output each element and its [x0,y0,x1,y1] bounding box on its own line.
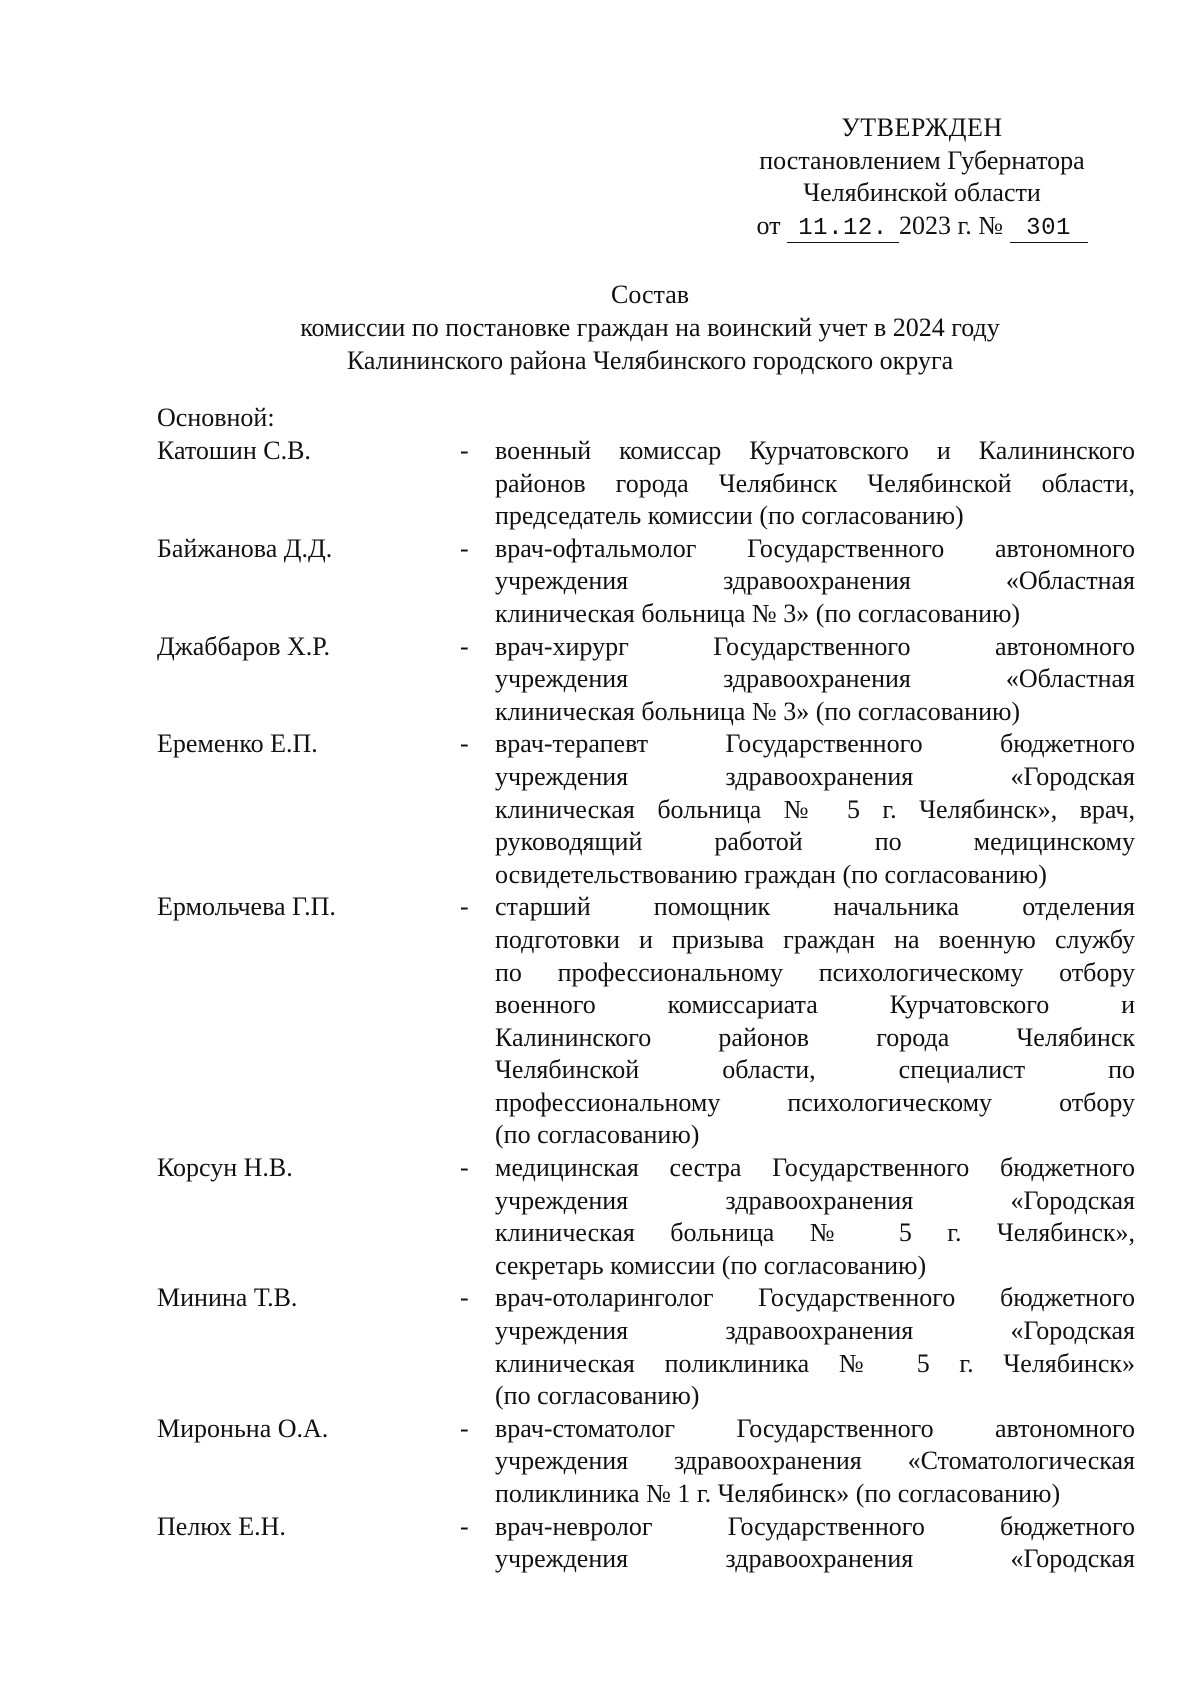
member-row [157,533,1137,631]
member-name: Байжанова Д.Д. [157,533,333,563]
approval-block [722,112,1122,243]
member-role-line: учреждения здравоохранения «Городская [495,1185,1135,1215]
member-dash: - [460,436,469,465]
member-role-line: председатель комиссии (по согласованию) [495,501,964,531]
member-role [495,1413,1135,1511]
member-dash: - [460,533,469,563]
approval-title: УТВЕРЖДЕН [841,113,1003,142]
member-role-line: по профессиональному психологическому отбору [495,957,1135,987]
member-dash: - [460,631,469,661]
member-role-line: учреждения здравоохранения «Областная [495,664,1135,694]
member-name: Еременко Е.П. [157,729,318,759]
member-role-line: врач-стоматолог Государственного автономного [495,1413,1135,1443]
member-role [495,533,1135,631]
member-role-line: учреждения здравоохранения «Городская [495,1316,1135,1346]
member-role-line: подготовки и призыва граждан на военную службу [495,924,1135,954]
section-label: Основной: [157,403,275,432]
member-role [495,1282,1135,1412]
member-role-line: секретарь комиссии (по согласованию) [495,1250,927,1280]
year-text: 2023 г. № [898,210,1004,240]
member-dash: - [460,1413,469,1443]
member-role-line: врач-терапевт Государственного бюджетного [495,729,1135,759]
member-role-line: учреждения здравоохранения «Стоматологическая [495,1446,1135,1476]
member-role [495,1511,1135,1576]
member-role [495,631,1135,729]
member-role-line: врач-невролог Государственного бюджетного [495,1511,1135,1541]
member-dash: - [460,729,469,759]
member-role-line: клиническая больница № 3» (по согласованию) [495,598,1021,628]
decree-number: 301 [1010,216,1088,243]
member-role [495,1152,1135,1282]
member-row [157,728,1137,891]
member-name: Мироньна О.А. [157,1413,329,1443]
member-name: Джаббаров Х.Р. [157,631,330,661]
member-row [157,1152,1137,1282]
member-name: Корсун Н.В. [157,1153,293,1183]
heading-line-3: Калининского района Челябинского городского округа [346,346,954,375]
member-row [157,1511,1137,1576]
document-heading [150,278,1150,377]
member-row [157,1282,1137,1412]
member-role-line: учреждения здравоохранения «Городская [495,1544,1135,1574]
member-role [495,728,1135,891]
member-role-line: врач-хирург Государственного автономного [495,631,1135,661]
member-role [495,891,1135,1152]
member-role-line: клиническая больница № 5 г. Челябинск», [495,1218,1135,1248]
approval-line-1: постановлением Губернатора [759,145,1085,175]
member-role-line: поликлиника № 1 г. Челябинск» (по согласованию) [495,1479,1061,1508]
heading-line-2: комиссии по постановке граждан на воинский учет в 2024 году [300,313,1000,342]
member-role-line: руководящий работой по медицинскому [495,827,1135,857]
member-name: Катошин С.В. [157,436,311,465]
member-role-line: учреждения здравоохранения «Областная [495,566,1135,596]
member-row [157,435,1137,533]
member-role-line: учреждения здравоохранения «Городская [495,761,1135,791]
member-role-line: освидетельствованию граждан (по согласованию) [495,859,1047,889]
date-prefix: от [756,210,781,240]
member-dash: - [460,1153,469,1183]
member-name: Пелюх Е.Н. [157,1511,286,1541]
member-role-line: профессиональному психологическому отбору [495,1087,1135,1117]
member-row [157,631,1137,729]
member-role-line: Челябинской области, специалист по [495,1055,1135,1085]
member-role-line: военный комиссар Курчатовского и Калининского [495,436,1135,465]
member-role-line: Калининского районов города Челябинск [495,1022,1135,1052]
heading-line-1: Состав [610,280,690,309]
member-name: Минина Т.В. [157,1283,298,1313]
member-role [495,435,1135,533]
member-role-line: клиническая поликлиника № 5 г. Челябинск» [495,1348,1135,1378]
members-list [157,435,1137,1576]
member-role-line: военного комиссариата Курчатовского и [495,990,1135,1020]
member-dash: - [460,1511,469,1541]
member-role-line: медицинская сестра Государственного бюджетного [495,1153,1135,1183]
member-role-line: врач-отоларинголог Государственного бюджетного [495,1283,1135,1313]
member-dash: - [460,1283,469,1313]
approval-line-2: Челябинской области [803,178,1041,208]
member-role-line: врач-офтальмолог Государственного автономного [495,533,1135,563]
member-role-line: (по согласованию) [495,1120,700,1150]
member-role-line: клиническая больница № 3» (по согласованию) [495,696,1021,726]
date-value: 11.12. [787,216,899,243]
member-role-line: старший помощник начальника отделения [495,892,1135,922]
member-dash: - [460,892,469,922]
member-row [157,891,1137,1152]
approval-date-line [722,210,1122,243]
member-role-line: (по согласованию) [495,1381,700,1411]
member-role-line: районов города Челябинск Челябинской области, [495,468,1135,498]
member-role-line: клиническая больница № 5 г. Челябинск», врач, [495,794,1135,824]
member-row [157,1413,1137,1511]
member-name: Ермольчева Г.П. [157,892,336,922]
